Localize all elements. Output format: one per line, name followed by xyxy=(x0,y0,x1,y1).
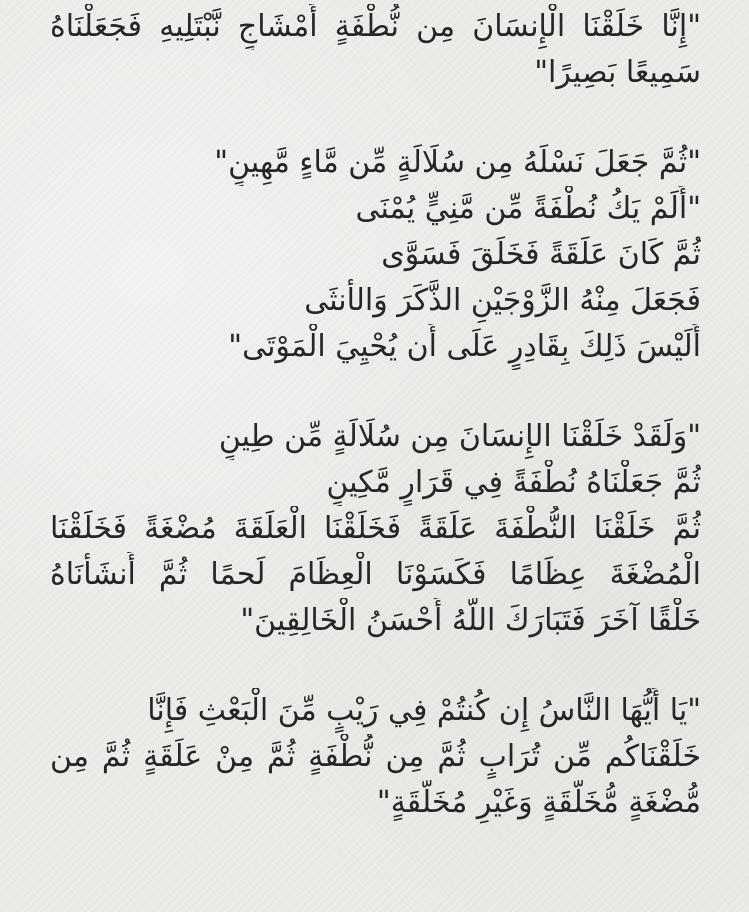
verse-line: ثُمَّ جَعَلْنَاهُ نُطْفَةً فِي قَرَارٍ مَّكِينٍ xyxy=(326,465,701,500)
verse-line: خَلْقًا آخَرَ فَتَبَارَكَ اللَّهُ أَحْسَنُ الْخَالِقِينَ" xyxy=(240,603,701,638)
verse-block-3 xyxy=(50,414,701,644)
verse-line: "إِنَّا خَلَقْنَا الْإِنسَانَ مِن نُّطْفَةٍ أَمْشَاجٍ نَّبْتَلِيهِ فَجَعَلْنَاهُ xyxy=(50,9,701,44)
verse-line: "أَلَمْ يَكُ نُطْفَةً مِّن مَّنِيٍّ يُمْنَى xyxy=(355,191,701,226)
verse-line: ثُمَّ خَلَقْنَا النُّطْفَةَ عَلَقَةً فَخَلَقْنَا الْعَلَقَةَ مُضْغَةً فَخَلَقْنَا xyxy=(50,511,701,546)
verse-line: الْمُضْغَةَ عِظَامًا فَكَسَوْنَا الْعِظَامَ لَحمًا ثُمَّ أَنشَأْنَاهُ xyxy=(50,557,701,592)
verse-line: أَلَيْسَ ذَلِكَ بِقَادِرٍ عَلَى أَن يُحْيِيَ الْمَوْتَى" xyxy=(228,329,701,364)
verse-line: "ثُمَّ جَعَلَ نَسْلَهُ مِن سُلَالَةٍ مِّن مَّاءٍ مَّهِينٍ" xyxy=(214,145,701,180)
verse-line: "وَلَقَدْ خَلَقْنَا الإِنسَانَ مِن سُلَالَةٍ مِّن طِينٍ xyxy=(218,419,701,454)
verse-block-4 xyxy=(50,688,701,826)
verse-line: خَلَقْنَاكُم مِّن تُرَابٍ ثُمَّ مِن نُّطْفَةٍ ثُمَّ مِنْ عَلَقَةٍ ثُمَّ مِن xyxy=(50,739,701,774)
verse-line: ثُمَّ كَانَ عَلَقَةً فَخَلَقَ فَسَوَّى xyxy=(381,237,701,272)
verse-block-1 xyxy=(50,4,701,96)
verse-line: فَجَعَلَ مِنْهُ الزَّوْجَيْنِ الذَّكَرَ وَالأُنثَى xyxy=(304,283,701,318)
verse-block-2 xyxy=(50,140,701,370)
verse-line: مُّضْغَةٍ مُّخَلَّقَةٍ وَغَيْرِ مُخَلَّقَةٍ" xyxy=(376,785,701,820)
verse-line: سَمِيعًا بَصِيرًا" xyxy=(534,55,701,90)
verse-line: "يَا أَيُّهَا النَّاسُ إِن كُنتُمْ فِي رَيْبٍ مِّنَ الْبَعْثِ فَإِنَّا xyxy=(147,693,701,728)
